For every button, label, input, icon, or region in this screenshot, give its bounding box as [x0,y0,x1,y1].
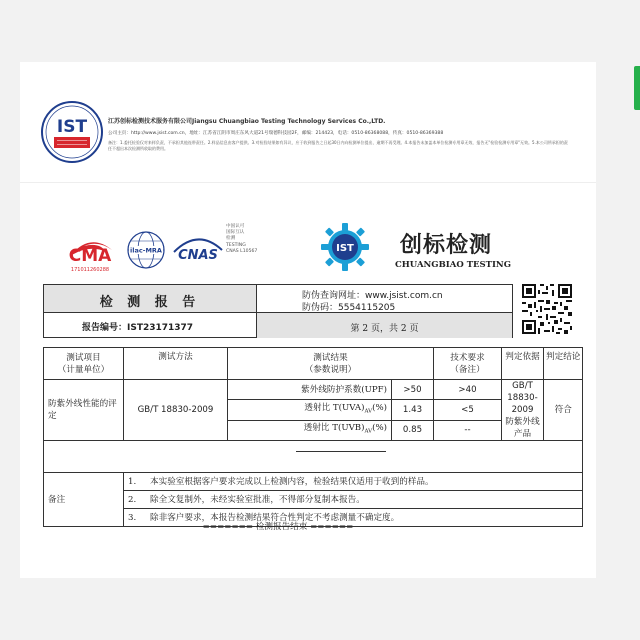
param-cell: 透射比 $T(UVA)_{AV}(\%)$ [228,400,392,420]
remark-item: 3. 除非客户要求，本报告检测结果符合性判定不考虑测量不确定度。 [128,512,400,523]
header-cell-result: 测试结果 （参数说明） [228,348,434,380]
test-method-cell: GB/T 18830-2009 [124,380,228,441]
remarks-cell [124,473,583,527]
report-title: 检 测 报 告 [99,295,201,310]
anti-fake-code: 防伪码：5554115205 [302,303,396,313]
remark-item: 1. 本实验室根据客户要求完成以上检测内容，检验结果仅适用于收到的样品。 [124,473,582,491]
header-cell-item: 测试项目 （计量单位） [44,348,124,380]
results-table [43,347,583,527]
table-header-row [44,348,583,380]
letterhead-contact: 公司主页：http://www.jsist.com.cn，地址：江苏省江阴市周庄东风大道21号瑞德科技园2F，邮编：214423，电话：0510-86368088，传真：0510-86369388 [108,131,444,136]
remarks-row [44,473,583,527]
table-row [44,380,583,400]
cma-mark-icon [60,230,120,274]
ilac-label: ilac-MRA [130,246,162,255]
remarks-label: 备注 [44,473,124,527]
side-green-tab [634,66,640,110]
requirement-cell: -- [434,420,502,440]
header-cell-method: 测试方法 [124,348,228,380]
end-line [296,451,386,452]
cnas-line: 国际互认 [226,230,245,236]
test-item-cell: 防紫外线性能的评定 [44,380,124,441]
param-cell: 紫外线防护系数(UPF) [228,380,392,400]
letterhead-note: 备注：1.委托检验仅对来样负责，不承担其他连带责任。2.样品信息由客户提供。3.对检验结果如有异议，应于收到报告之日起30日内向检测单位提出，逾期不再受理。4.本报告未加盖本单位检测专用章无效，报告无"检验检测专用章"无效。5.本公司所承担的责任不超出本次检测所收取的费用。 [108,140,568,151]
cnas-label: CNAS [178,248,218,263]
value-cell: 0.85 [392,420,434,440]
value-cell: 1.43 [392,400,434,420]
letterhead-divider [20,182,596,183]
blank-cell [44,441,583,473]
brand-name-cn: 创标检测 [400,232,493,258]
cma-number: 171011260288 [70,267,110,273]
ist-logo-text: IST [56,117,88,137]
cnas-line: 检测 [226,236,236,242]
report-header-box [43,284,513,338]
requirement-cell: >40 [434,380,502,400]
cma-label: CMA [68,246,112,266]
blank-row [44,441,583,473]
header-cell-conclusion: 判定结论 [544,348,583,380]
cnas-text-block [226,224,257,255]
cnas-line: TESTING [226,242,246,248]
report-number: 报告编号：IST23171377 [82,323,194,333]
requirement-cell: <5 [434,400,502,420]
emblem-text: IST [336,243,354,254]
report-end-marker: ======= 检测报告结束 ====== [202,522,354,532]
ist-company-logo [40,100,104,164]
brand-name-en: CHUANGBIAO TESTING [395,260,511,270]
qr-code-icon [520,282,574,336]
report-page [20,62,596,578]
cnas-mark-icon [170,232,226,268]
ilac-mra-icon [126,230,166,270]
basis-cell: GB/T 18830-2009 防紫外线产品 [502,380,544,441]
remark-item: 2. 除全文复制外，未经实验室批准，不得部分复制本报告。 [124,491,582,509]
value-cell: >50 [392,380,434,400]
header-cell-basis: 判定依据 [502,348,544,380]
header-cell-requirement: 技术要求 （备注） [434,348,502,380]
param-cell: 透射比 $T(UVB)_{AV}(\%)$ [228,420,392,440]
letterhead-company: 江苏创标检测技术服务有限公司Jiangsu Chuangbiao Testing Technology Services Co.,LTD. [108,118,386,125]
cnas-line: 中国认可 [226,224,245,229]
conclusion-cell: 符合 [544,380,583,441]
anti-fake-site: 防伪查询网址：www.jsist.com.cn [302,291,443,301]
ist-brand-emblem-icon [320,222,370,272]
page-indicator: 第 2 页，共 2 页 [350,324,419,334]
cnas-line: CNAS L10567 [226,248,258,254]
